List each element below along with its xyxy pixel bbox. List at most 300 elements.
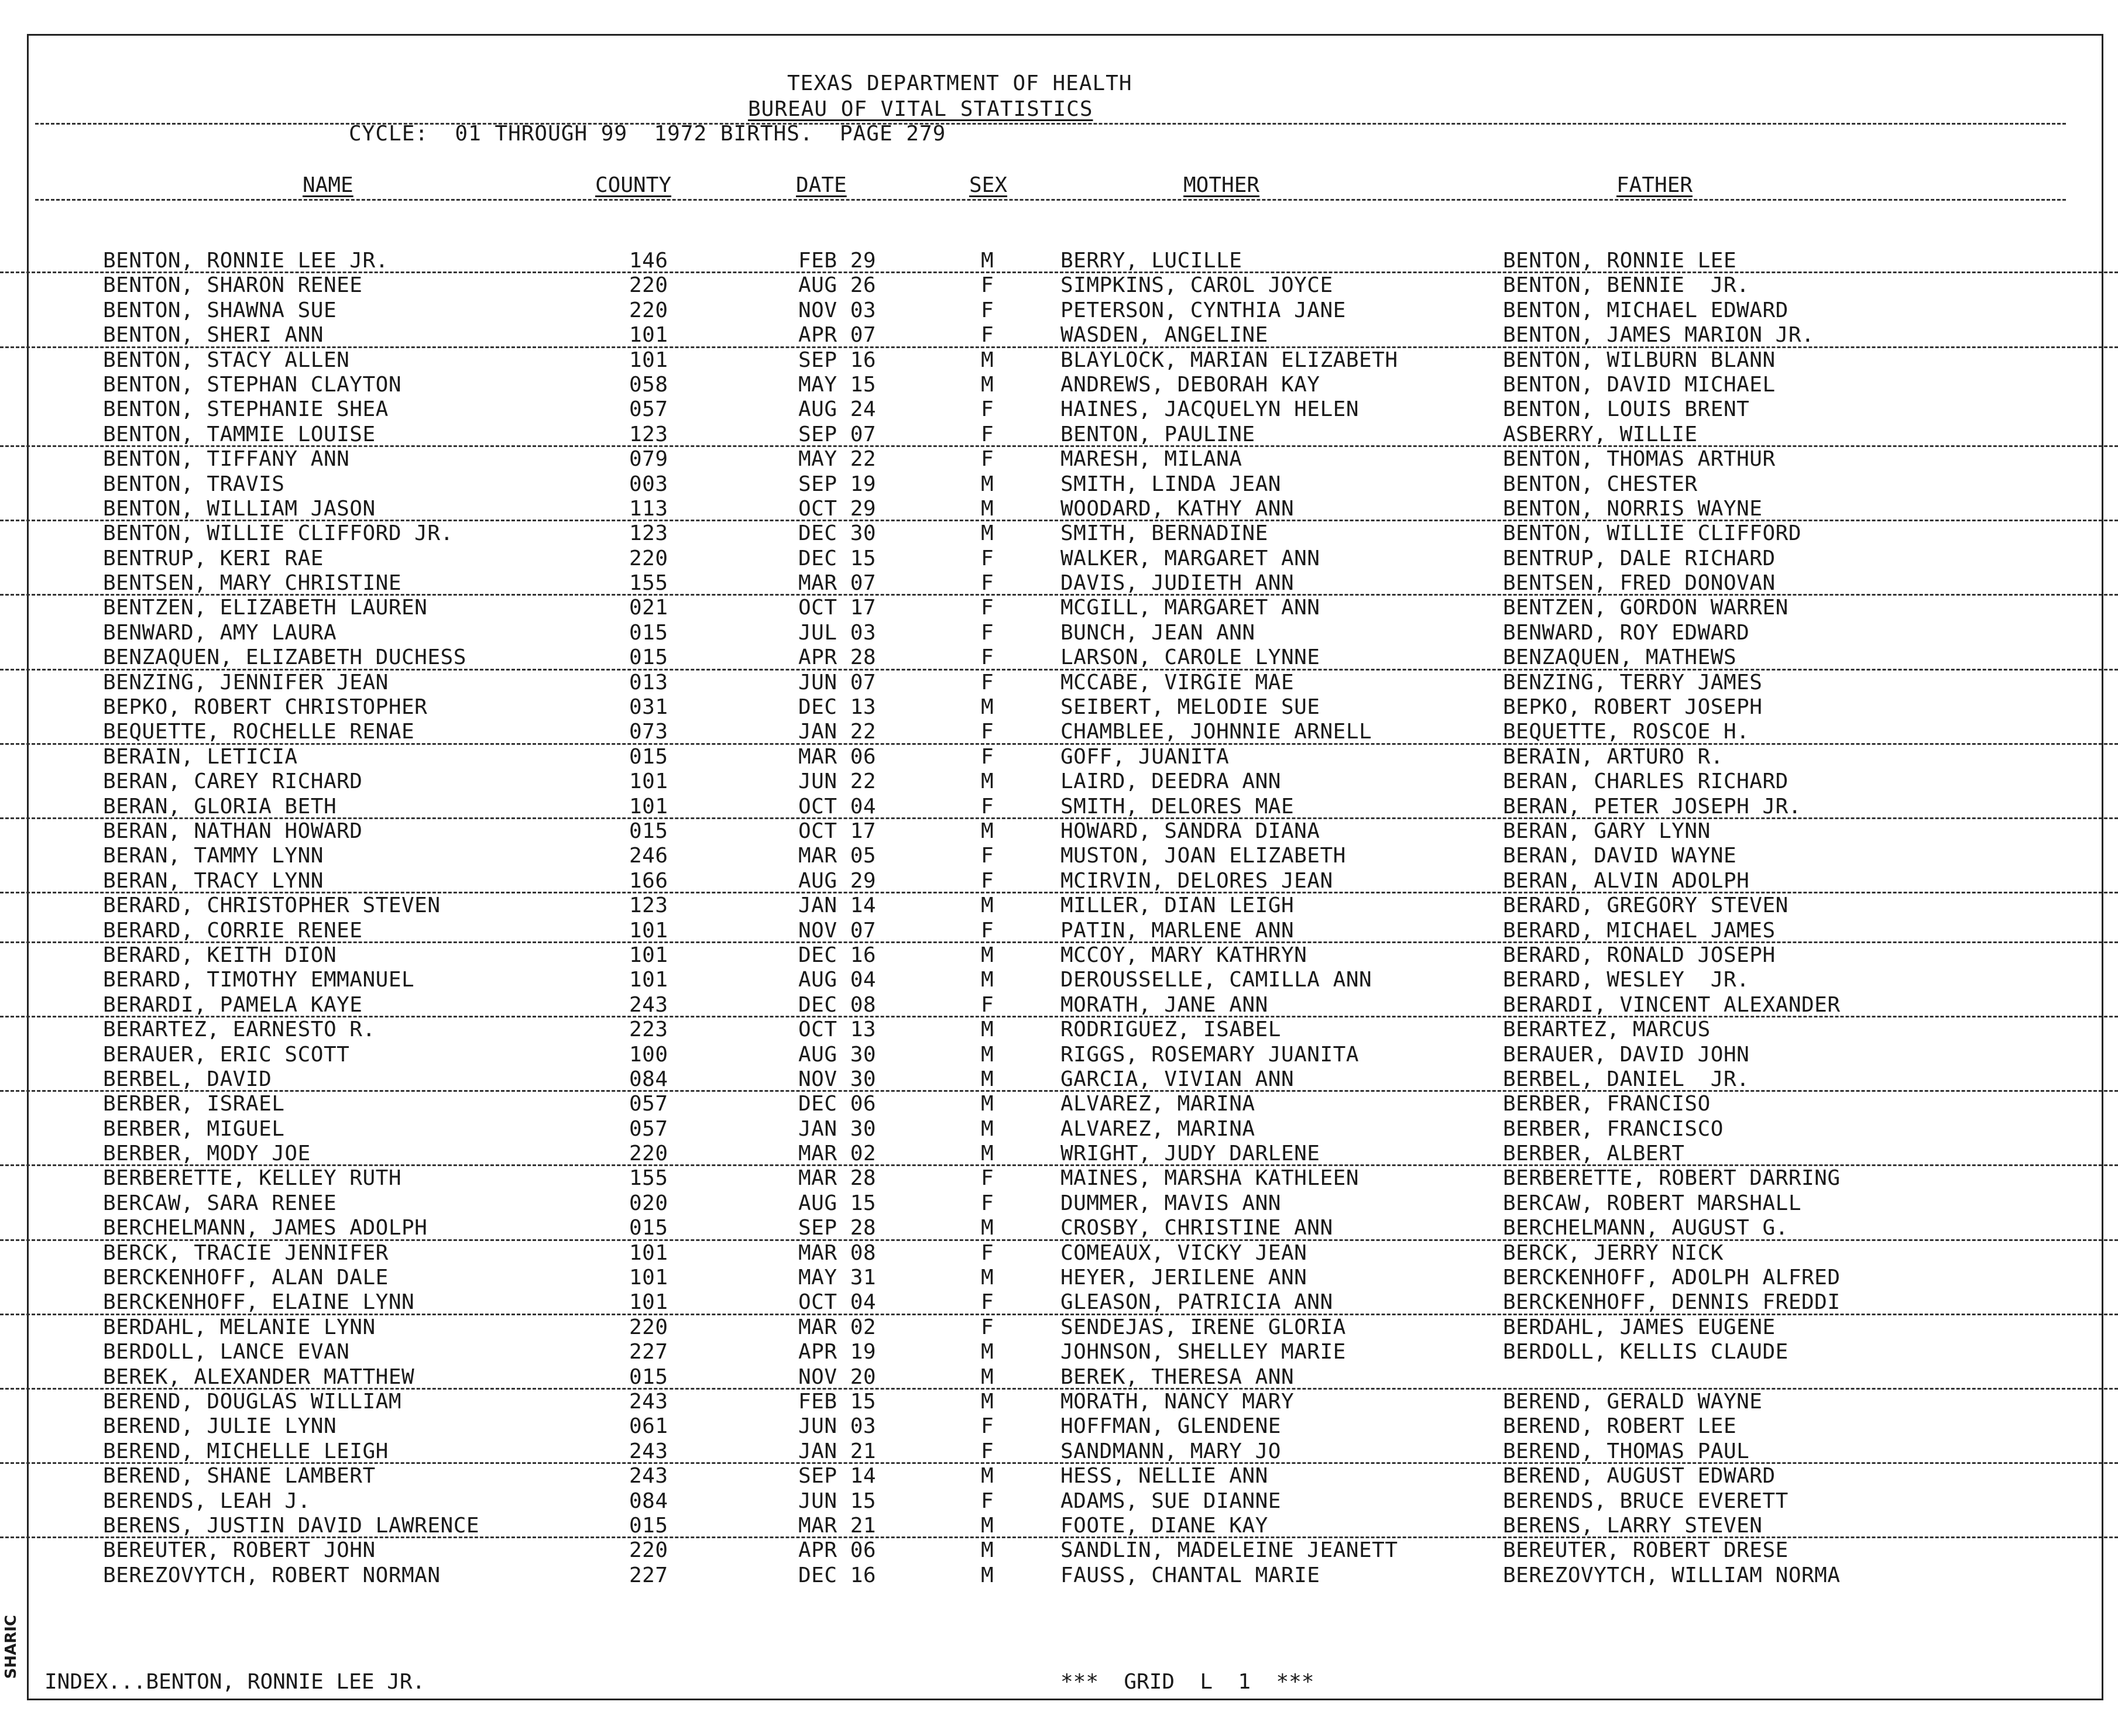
record-row [0, 1340, 2118, 1364]
record-date: MAR 08 [798, 1240, 877, 1265]
record-row [0, 1092, 2118, 1116]
record-county: 073 [629, 720, 668, 744]
record-mother: MCCABE, VIRGIE MAE [1060, 670, 1295, 695]
record-row [0, 1464, 2118, 1489]
record-father: BEQUETTE, ROSCOE H. [1503, 720, 1750, 744]
record-date: JAN 14 [798, 893, 877, 918]
record-sex: F [981, 670, 994, 695]
record-mother: LARSON, CAROLE LYNNE [1060, 645, 1320, 670]
record-county: 015 [629, 645, 668, 670]
record-county: 015 [629, 620, 668, 645]
record-date: MAR 02 [798, 1315, 877, 1339]
record-father: BEREND, THOMAS PAUL [1503, 1439, 1750, 1463]
record-mother: SANDLIN, MADELEINE JEANETT [1060, 1538, 1398, 1563]
record-mother: BEREK, THERESA ANN [1060, 1364, 1295, 1389]
record-county: 223 [629, 1017, 668, 1042]
record-row [0, 447, 2118, 472]
record-father: BERCKENHOFF, DENNIS FREDDI [1503, 1290, 1841, 1315]
record-father: BERBERETTE, ROBERT DARRING [1503, 1166, 1841, 1191]
record-county: 220 [629, 1315, 668, 1339]
record-sex: F [981, 645, 994, 670]
record-county: 003 [629, 472, 668, 496]
record-sex: F [981, 1315, 994, 1339]
record-county: 015 [629, 1364, 668, 1389]
record-father: BENTON, DAVID MICHAEL [1503, 372, 1776, 397]
record-date: MAR 28 [798, 1166, 877, 1191]
record-name: BEREUTER, ROBERT JOHN [103, 1538, 376, 1563]
record-county: 113 [629, 496, 668, 521]
header-rule [35, 123, 2066, 125]
record-father: BENTON, RONNIE LEE [1503, 249, 1737, 273]
record-father: BERAN, ALVIN ADOLPH [1503, 868, 1750, 893]
record-date: DEC 06 [798, 1092, 877, 1116]
record-name: BERAIN, LETICIA [103, 744, 298, 769]
record-row [0, 1414, 2118, 1439]
record-row [0, 472, 2118, 497]
record-mother: SANDMANN, MARY JO [1060, 1439, 1281, 1463]
record-sex: M [981, 1464, 994, 1489]
record-county: 013 [629, 670, 668, 695]
record-date: NOV 07 [798, 918, 877, 943]
record-sex: F [981, 844, 994, 868]
record-mother: MORATH, NANCY MARY [1060, 1389, 1295, 1414]
record-father: BERCHELMANN, AUGUST G. [1503, 1216, 1789, 1240]
record-row [0, 1290, 2118, 1315]
record-name: BENTON, STACY ALLEN [103, 348, 350, 372]
record-county: 101 [629, 1266, 668, 1290]
record-sex: F [981, 397, 994, 422]
record-father: BENTSEN, FRED DONOVAN [1503, 571, 1776, 596]
record-county: 021 [629, 596, 668, 620]
record-mother: WASDEN, ANGELINE [1060, 323, 1268, 348]
footer-grid: *** GRID L 1 *** [1060, 1670, 1314, 1694]
record-row [0, 695, 2118, 720]
record-date: JUN 07 [798, 670, 877, 695]
record-row [0, 1067, 2118, 1092]
record-father: BERAIN, ARTURO R. [1503, 744, 1724, 769]
column-header-county: COUNTY [595, 173, 672, 197]
record-sex: F [981, 794, 994, 819]
column-header-name: NAME [303, 173, 353, 197]
column-header-sex: SEX [969, 173, 1008, 197]
record-name: BERAN, TRACY LYNN [103, 868, 324, 893]
record-row [0, 1390, 2118, 1414]
record-county: 061 [629, 1414, 668, 1439]
record-sex: F [981, 571, 994, 596]
record-date: SEP 28 [798, 1216, 877, 1240]
record-sex: M [981, 968, 994, 992]
record-row [0, 1315, 2118, 1340]
record-row [0, 1191, 2118, 1216]
record-row [0, 397, 2118, 422]
record-county: 079 [629, 447, 668, 472]
record-sex: F [981, 596, 994, 620]
record-row [0, 422, 2118, 447]
record-county: 058 [629, 372, 668, 397]
record-father: BENTON, BENNIE JR. [1503, 273, 1750, 298]
record-name: BERBER, MODY JOE [103, 1142, 311, 1166]
record-county: 101 [629, 943, 668, 967]
record-mother: MCCOY, MARY KATHRYN [1060, 943, 1307, 967]
record-name: BERAN, GLORIA BETH [103, 794, 337, 819]
record-father: BERARD, RONALD JOSEPH [1503, 943, 1776, 967]
record-county: 015 [629, 1216, 668, 1240]
record-sex: F [981, 323, 994, 348]
record-date: DEC 30 [798, 521, 877, 546]
record-row [0, 795, 2118, 819]
record-row [0, 373, 2118, 397]
record-mother: HEYER, JERILENE ANN [1060, 1266, 1307, 1290]
record-date: MAR 21 [798, 1513, 877, 1538]
record-sex: M [981, 1142, 994, 1166]
record-mother: BERRY, LUCILLE [1060, 249, 1242, 273]
record-mother: MILLER, DIAN LEIGH [1060, 893, 1295, 918]
record-name: BERARD, CORRIE RENEE [103, 918, 363, 943]
record-sex: M [981, 1364, 994, 1389]
record-name: BERBEL, DAVID [103, 1067, 272, 1091]
record-sex: F [981, 447, 994, 472]
record-county: 246 [629, 844, 668, 868]
record-name: BERARD, CHRISTOPHER STEVEN [103, 893, 441, 918]
record-county: 057 [629, 397, 668, 422]
record-mother: CROSBY, CHRISTINE ANN [1060, 1216, 1333, 1240]
record-date: NOV 30 [798, 1067, 877, 1091]
record-row [0, 720, 2118, 744]
record-father: BERBEL, DANIEL JR. [1503, 1067, 1750, 1091]
record-mother: ALVAREZ, MARINA [1060, 1116, 1255, 1141]
record-row [0, 919, 2118, 943]
record-father: BEREND, ROBERT LEE [1503, 1414, 1737, 1439]
record-row [0, 323, 2118, 348]
record-sex: M [981, 769, 994, 794]
record-father: BEREND, GERALD WAYNE [1503, 1389, 1763, 1414]
column-header-father: FATHER [1616, 173, 1693, 197]
record-sex: M [981, 1042, 994, 1067]
record-father: BENTON, THOMAS ARTHUR [1503, 447, 1776, 472]
record-mother: DUMMER, MAVIS ANN [1060, 1191, 1281, 1215]
record-county: 015 [629, 1513, 668, 1538]
record-name: BENTON, TRAVIS [103, 472, 285, 496]
record-name: BENTON, RONNIE LEE JR. [103, 249, 389, 273]
record-row [0, 671, 2118, 695]
record-date: AUG 04 [798, 968, 877, 992]
record-name: BEREND, SHANE LAMBERT [103, 1464, 376, 1489]
record-name: BENTON, TAMMIE LOUISE [103, 422, 376, 446]
record-mother: FAUSS, CHANTAL MARIE [1060, 1563, 1320, 1587]
record-father: BEREZOVYTCH, WILLIAM NORMA [1503, 1563, 1841, 1587]
record-date: NOV 03 [798, 298, 877, 322]
record-mother: SIMPKINS, CAROL JOYCE [1060, 273, 1333, 298]
record-sex: M [981, 1340, 994, 1364]
record-row [0, 1365, 2118, 1390]
record-date: OCT 04 [798, 794, 877, 819]
record-name: BENZAQUEN, ELIZABETH DUCHESS [103, 645, 466, 670]
record-row [0, 968, 2118, 992]
record-father: BENTON, WILBURN BLANN [1503, 348, 1776, 372]
record-county: 031 [629, 695, 668, 720]
record-sex: F [981, 273, 994, 298]
record-mother: BLAYLOCK, MARIAN ELIZABETH [1060, 348, 1398, 372]
record-row [0, 596, 2118, 620]
record-county: 101 [629, 1290, 668, 1315]
record-row [0, 273, 2118, 298]
record-date: AUG 29 [798, 868, 877, 893]
record-county: 100 [629, 1042, 668, 1067]
record-date: JAN 21 [798, 1439, 877, 1463]
record-date: JUN 03 [798, 1414, 877, 1439]
record-sex: M [981, 819, 994, 843]
side-label-text: SHARIC [2, 1615, 20, 1679]
records-list [0, 249, 2118, 1588]
record-row [0, 1241, 2118, 1266]
record-date: FEB 29 [798, 249, 877, 273]
record-date: APR 06 [798, 1538, 877, 1563]
record-name: BERARD, TIMOTHY EMMANUEL [103, 968, 415, 992]
record-sex: F [981, 918, 994, 943]
record-mother: CHAMBLEE, JOHNNIE ARNELL [1060, 720, 1372, 744]
record-date: JUL 03 [798, 620, 877, 645]
record-mother: ADAMS, SUE DIANNE [1060, 1489, 1281, 1513]
record-row [0, 869, 2118, 893]
record-sex: M [981, 1092, 994, 1116]
record-father: BENTON, WILLIE CLIFFORD [1503, 521, 1801, 546]
record-father: BENTON, MICHAEL EDWARD [1503, 298, 1789, 322]
record-row [0, 497, 2118, 521]
record-mother: PETERSON, CYNTHIA JANE [1060, 298, 1346, 322]
column-header-mother: MOTHER [1183, 173, 1260, 197]
record-row [0, 621, 2118, 645]
record-name: BERARDI, PAMELA KAYE [103, 992, 363, 1017]
record-date: OCT 29 [798, 496, 877, 521]
record-county: 101 [629, 968, 668, 992]
record-county: 155 [629, 1166, 668, 1191]
record-sex: F [981, 1240, 994, 1265]
record-county: 227 [629, 1563, 668, 1587]
record-name: BENTON, TIFFANY ANN [103, 447, 350, 472]
record-name: BERCHELMANN, JAMES ADOLPH [103, 1216, 428, 1240]
record-row [0, 546, 2118, 571]
record-name: BERAN, NATHAN HOWARD [103, 819, 363, 843]
record-sex: M [981, 1017, 994, 1042]
record-name: BENTON, STEPHANIE SHEA [103, 397, 389, 422]
record-sex: M [981, 472, 994, 496]
record-mother: RODRIGUEZ, ISABEL [1060, 1017, 1281, 1042]
record-sex: F [981, 620, 994, 645]
column-header-rule [35, 199, 2066, 201]
record-date: DEC 15 [798, 546, 877, 570]
record-county: 123 [629, 521, 668, 546]
record-father: BENTON, CHESTER [1503, 472, 1698, 496]
record-county: 146 [629, 249, 668, 273]
record-name: BERARTEZ, EARNESTO R. [103, 1017, 376, 1042]
record-sex: F [981, 1290, 994, 1315]
record-sex: M [981, 1513, 994, 1538]
record-row [0, 1017, 2118, 1042]
record-row [0, 1489, 2118, 1514]
record-county: 057 [629, 1116, 668, 1141]
record-county: 220 [629, 298, 668, 322]
record-sex: M [981, 372, 994, 397]
record-father: BERCAW, ROBERT MARSHALL [1503, 1191, 1801, 1215]
record-date: JAN 22 [798, 720, 877, 744]
record-county: 220 [629, 1538, 668, 1563]
record-row [0, 1216, 2118, 1240]
record-county: 101 [629, 323, 668, 348]
record-row [0, 1117, 2118, 1142]
side-label [2, 1615, 26, 1697]
record-county: 227 [629, 1340, 668, 1364]
record-county: 015 [629, 744, 668, 769]
record-father: BERARD, WESLEY JR. [1503, 968, 1750, 992]
record-date: OCT 17 [798, 596, 877, 620]
record-county: 155 [629, 571, 668, 596]
record-name: BEREZOVYTCH, ROBERT NORMAN [103, 1563, 441, 1587]
record-name: BERAN, TAMMY LYNN [103, 844, 324, 868]
record-sex: M [981, 521, 994, 546]
record-mother: SMITH, DELORES MAE [1060, 794, 1295, 819]
record-mother: GOFF, JUANITA [1060, 744, 1230, 769]
record-name: BENZING, JENNIFER JEAN [103, 670, 389, 695]
record-sex: M [981, 1266, 994, 1290]
record-name: BERBER, ISRAEL [103, 1092, 285, 1116]
record-date: NOV 20 [798, 1364, 877, 1389]
record-father: BERAN, PETER JOSEPH JR. [1503, 794, 1801, 819]
record-county: 101 [629, 1240, 668, 1265]
footer-index: INDEX...BENTON, RONNIE LEE JR. [44, 1670, 425, 1694]
record-mother: LAIRD, DEEDRA ANN [1060, 769, 1281, 794]
record-mother: SEIBERT, MELODIE SUE [1060, 695, 1320, 720]
record-mother: MARESH, MILANA [1060, 447, 1242, 472]
record-county: 084 [629, 1067, 668, 1091]
record-date: OCT 17 [798, 819, 877, 843]
record-father: BENTZEN, GORDON WARREN [1503, 596, 1789, 620]
record-mother: WRIGHT, JUDY DARLENE [1060, 1142, 1320, 1166]
record-row [0, 249, 2118, 273]
record-mother: SENDEJAS, IRENE GLORIA [1060, 1315, 1346, 1339]
record-sex: F [981, 422, 994, 446]
record-father: BERDAHL, JAMES EUGENE [1503, 1315, 1776, 1339]
record-row [0, 1166, 2118, 1191]
record-row [0, 1514, 2118, 1538]
record-county: 020 [629, 1191, 668, 1215]
record-mother: HOFFMAN, GLENDENE [1060, 1414, 1281, 1439]
record-name: BENTSEN, MARY CHRISTINE [103, 571, 401, 596]
record-sex: M [981, 1216, 994, 1240]
record-row [0, 521, 2118, 546]
record-father: BERARD, GREGORY STEVEN [1503, 893, 1789, 918]
record-mother: ALVAREZ, MARINA [1060, 1092, 1255, 1116]
record-name: BERARD, KEITH DION [103, 943, 337, 967]
record-father: BERAN, CHARLES RICHARD [1503, 769, 1789, 794]
header-title: TEXAS DEPARTMENT OF HEALTH [787, 71, 1132, 95]
record-name: BEPKO, ROBERT CHRISTOPHER [103, 695, 428, 720]
record-father: BERARTEZ, MARCUS [1503, 1017, 1711, 1042]
record-row [0, 943, 2118, 968]
record-county: 243 [629, 1464, 668, 1489]
record-name: BENTON, SHERI ANN [103, 323, 324, 348]
record-row [0, 1439, 2118, 1464]
record-name: BEREK, ALEXANDER MATTHEW [103, 1364, 415, 1389]
record-name: BERAN, CAREY RICHARD [103, 769, 363, 794]
record-county: 101 [629, 794, 668, 819]
record-date: MAR 07 [798, 571, 877, 596]
record-sex: M [981, 1116, 994, 1141]
record-name: BENTON, SHAWNA SUE [103, 298, 337, 322]
record-date: SEP 19 [798, 472, 877, 496]
record-father: BENZING, TERRY JAMES [1503, 670, 1763, 695]
record-county: 220 [629, 546, 668, 570]
record-name: BERCKENHOFF, ELAINE LYNN [103, 1290, 415, 1315]
record-name: BENTON, WILLIAM JASON [103, 496, 376, 521]
column-header-date: DATE [796, 173, 847, 197]
record-mother: DAVIS, JUDIETH ANN [1060, 571, 1295, 596]
record-name: BERBER, MIGUEL [103, 1116, 285, 1141]
record-row [0, 1538, 2118, 1563]
record-mother: BENTON, PAULINE [1060, 422, 1255, 446]
record-sex: M [981, 348, 994, 372]
record-row [0, 893, 2118, 918]
record-date: DEC 16 [798, 943, 877, 967]
record-date: AUG 30 [798, 1042, 877, 1067]
record-name: BENTRUP, KERI RAE [103, 546, 324, 570]
record-date: OCT 13 [798, 1017, 877, 1042]
record-father: ASBERRY, WILLIE [1503, 422, 1698, 446]
record-date: APR 28 [798, 645, 877, 670]
record-sex: M [981, 943, 994, 967]
record-mother: WOODARD, KATHY ANN [1060, 496, 1295, 521]
record-name: BERCKENHOFF, ALAN DALE [103, 1266, 389, 1290]
record-mother: GLEASON, PATRICIA ANN [1060, 1290, 1333, 1315]
record-father: BENTON, JAMES MARION JR. [1503, 323, 1815, 348]
record-row [0, 571, 2118, 596]
record-name: BERENDS, LEAH J. [103, 1489, 311, 1513]
record-county: 101 [629, 769, 668, 794]
record-county: 057 [629, 1092, 668, 1116]
record-county: 101 [629, 348, 668, 372]
record-father: BERAN, GARY LYNN [1503, 819, 1711, 843]
record-sex: M [981, 496, 994, 521]
record-county: 101 [629, 918, 668, 943]
record-row [0, 645, 2118, 670]
record-mother: COMEAUX, VICKY JEAN [1060, 1240, 1307, 1265]
record-row [0, 298, 2118, 323]
record-date: DEC 16 [798, 1563, 877, 1587]
record-sex: F [981, 720, 994, 744]
record-mother: FOOTE, DIANE KAY [1060, 1513, 1268, 1538]
record-name: BENTZEN, ELIZABETH LAUREN [103, 596, 428, 620]
record-sex: F [981, 1414, 994, 1439]
record-county: 123 [629, 422, 668, 446]
record-sex: F [981, 1489, 994, 1513]
record-row [0, 1563, 2118, 1588]
record-row [0, 819, 2118, 844]
record-father: BEREND, AUGUST EDWARD [1503, 1464, 1776, 1489]
record-date: JUN 22 [798, 769, 877, 794]
cycle-line: CYCLE: 01 THROUGH 99 1972 BIRTHS. PAGE 279 [349, 122, 946, 146]
record-father: BEPKO, ROBERT JOSEPH [1503, 695, 1763, 720]
record-date: JAN 30 [798, 1116, 877, 1141]
record-sex: M [981, 893, 994, 918]
record-father: BENZAQUEN, MATHEWS [1503, 645, 1737, 670]
record-county: 123 [629, 893, 668, 918]
record-county: 015 [629, 819, 668, 843]
record-name: BERCK, TRACIE JENNIFER [103, 1240, 389, 1265]
record-name: BEQUETTE, ROCHELLE RENAE [103, 720, 415, 744]
record-sex: F [981, 992, 994, 1017]
record-mother: GARCIA, VIVIAN ANN [1060, 1067, 1295, 1091]
record-name: BERBERETTE, KELLEY RUTH [103, 1166, 401, 1191]
record-sex: M [981, 1067, 994, 1091]
